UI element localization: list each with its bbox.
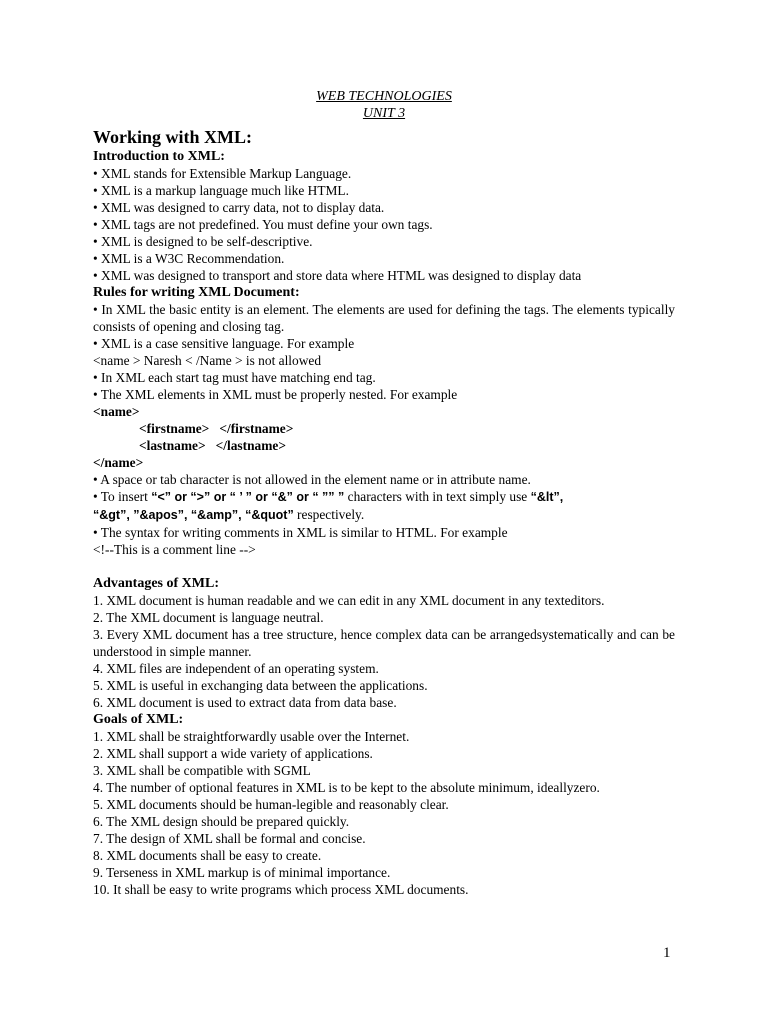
- code-close-tag: </lastname>: [215, 438, 286, 453]
- header-line-1: WEB TECHNOLOGIES: [316, 89, 452, 104]
- rules-example: <name > Naresh < /Name > is not allowed: [93, 353, 322, 368]
- rules-paragraph: • The syntax for writing comments in XML is similar to HTML. For example: [93, 525, 508, 540]
- code-line: </name>: [93, 455, 144, 470]
- text-run: characters with in text simply use: [344, 489, 531, 504]
- rules-paragraph: • In XML the basic entity is an element. The elements are used for defining the tags. The elements typically consists of opening and closing tag.: [93, 302, 675, 334]
- text-run: • To insert: [93, 489, 152, 504]
- advantage-item: 4. XML files are independent of an operating system.: [93, 661, 379, 676]
- code-open-tag: <lastname>: [139, 438, 206, 453]
- entity-ref: “&lt”,: [530, 490, 564, 504]
- code-open-tag: <firstname>: [139, 421, 210, 436]
- comment-example: <!--This is a comment line -->: [93, 542, 256, 557]
- goal-item: 6. The XML design should be prepared quickly.: [93, 814, 350, 829]
- goal-item: 7. The design of XML shall be formal and concise.: [93, 831, 366, 846]
- advantage-item: 2. The XML document is language neutral.: [93, 610, 324, 625]
- goal-item: 10. It shall be easy to write programs which process XML documents.: [93, 882, 469, 897]
- advantages-heading: Advantages of XML:: [93, 576, 219, 591]
- goal-item: 8. XML documents shall be easy to create.: [93, 848, 322, 863]
- code-line: <name>: [93, 404, 140, 419]
- code-close-tag: </firstname>: [219, 421, 294, 436]
- rules-paragraph: • A space or tab character is not allowed in the element name or in attribute name.: [93, 472, 531, 487]
- goal-item: 5. XML documents should be human-legible and reasonably clear.: [93, 797, 449, 812]
- advantage-item: 1. XML document is human readable and we can edit in any XML document in any texteditors.: [93, 593, 605, 608]
- goal-item: 3. XML shall be compatible with SGML: [93, 763, 311, 778]
- intro-bullet: • XML is designed to be self-descriptive.: [93, 234, 313, 249]
- document-page: [93, 88, 675, 898]
- goal-item: 1. XML shall be straightforwardly usable over the Internet.: [93, 729, 410, 744]
- rules-heading: Rules for writing XML Document:: [93, 285, 300, 300]
- goal-item: 4. The number of optional features in XML is to be kept to the absolute minimum, ideallyzero.: [93, 780, 600, 795]
- intro-bullet: • XML stands for Extensible Markup Language.: [93, 166, 352, 181]
- entity-refs: “&gt”, ”&apos”, “&amp”, “&quot”: [93, 508, 294, 522]
- goals-heading: Goals of XML:: [93, 712, 184, 727]
- rules-paragraph: • The XML elements in XML must be properly nested. For example: [93, 387, 458, 402]
- code-line: [93, 420, 675, 437]
- spacer: [93, 558, 675, 575]
- goal-item: 9. Terseness in XML markup is of minimal importance.: [93, 865, 391, 880]
- advantage-item: 3. Every XML document has a tree structure, hence complex data can be arrangedsystematically and can be understood in simple manner.: [93, 627, 675, 659]
- intro-bullet: • XML is a markup language much like HTML.: [93, 183, 349, 198]
- intro-bullet: • XML was designed to transport and store data where HTML was designed to display data: [93, 268, 582, 283]
- intro-heading: Introduction to XML:: [93, 149, 225, 164]
- advantage-item: 5. XML is useful in exchanging data between the applications.: [93, 678, 428, 693]
- intro-bullet: • XML is a W3C Recommendation.: [93, 251, 285, 266]
- intro-bullet: • XML was designed to carry data, not to display data.: [93, 200, 385, 215]
- code-line: [93, 437, 675, 454]
- text-run: respectively.: [293, 507, 365, 522]
- page-number: 1: [663, 945, 671, 961]
- rules-paragraph: • In XML each start tag must have matching end tag.: [93, 370, 376, 385]
- advantage-item: 6. XML document is used to extract data from data base.: [93, 695, 397, 710]
- page-title: Working with XML:: [93, 127, 253, 147]
- intro-bullet: • XML tags are not predefined. You must define your own tags.: [93, 217, 433, 232]
- goal-item: 2. XML shall support a wide variety of applications.: [93, 746, 373, 761]
- header-line-2: UNIT 3: [362, 106, 406, 121]
- special-chars: “<” or “>” or “ ’ ” or “&” or “ ”” ”: [151, 490, 345, 504]
- rules-paragraph: • XML is a case sensitive language. For example: [93, 336, 355, 351]
- rules-paragraph: [93, 488, 675, 524]
